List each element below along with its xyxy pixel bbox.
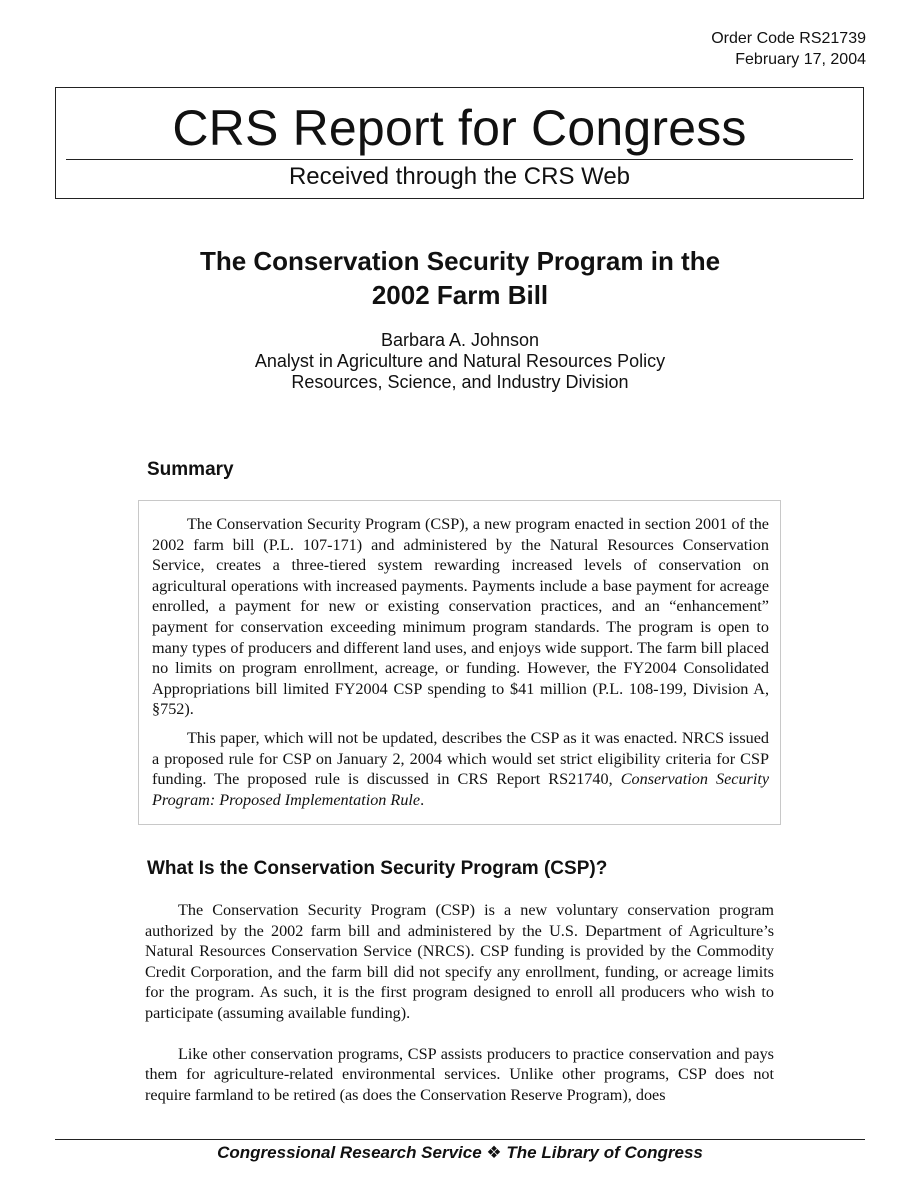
author-division: Resources, Science, and Industry Division xyxy=(291,372,629,392)
footer-divider xyxy=(55,1139,865,1140)
footer-separator-icon: ❖ xyxy=(486,1143,502,1162)
body-paragraph-1: The Conservation Security Program (CSP) is a new voluntary conservation program authorized by the 2002 farm bill and administered by the U.S. Department of Agriculture’s Natural Resources Conservation Service (NRCS). CSP funding is provided by the Commodity Credit Corporation, and the farm bill did not specify any enrollment, funding, or acreage limits for the program. As such, it is the first program designed to enroll all producers who wish to participate (assuming available funding). xyxy=(145,901,774,1022)
page-footer xyxy=(0,1143,920,1163)
report-date: February 17, 2004 xyxy=(735,51,866,68)
author-position: Analyst in Agriculture and Natural Resources Policy xyxy=(254,351,666,371)
summary-box xyxy=(138,500,781,825)
body-paragraph-2: Like other conservation programs, CSP assists producers to practice conservation and pays them for agriculture-related environmental services. Unlike other programs, CSP does not require farmland to be retired (as does the Conservation Reserve Program), does xyxy=(145,1044,774,1104)
summary-paragraph-2 xyxy=(152,728,769,810)
section-heading-what-is-csp: What Is the Conservation Security Program (CSP)? xyxy=(147,858,608,879)
summary-paragraph-1: The Conservation Security Program (CSP), a new program enacted in section 2001 of the 2002 farm bill (P.L. 107-171) and administered by the Natural Resources Conservation Service, creates a three-tiered system rewarding increased levels of conservation on agricultural operations with increased payments. Payments include a base payment for acreage enrolled, a payment for new or existing conservation practices, and an “enhancement” payment for conservation exceeding minimum program standards. The program is open to many types of producers and different land uses, and enjoys wide support. The farm bill placed no limits on program enrollment, acreage, or funding. However, the FY2004 Consolidated Appropriations bill limited FY2004 CSP spending to $41 million (P.L. 108-199, Division A, §752). xyxy=(152,515,769,719)
footer-library: The Library of Congress xyxy=(506,1143,703,1162)
banner-title: CRS Report for Congress xyxy=(172,100,747,156)
report-banner xyxy=(55,87,864,199)
cited-report-title: Conservation Security Program: Proposed Implementation Rule xyxy=(152,770,770,809)
summary-paragraph-2-text: This paper, which will not be updated, describes the CSP as it was enacted. NRCS issued a proposed rule for CSP on January 2, 2004 which would set strict eligibility criteria for CSP funding. The proposed rule is discussed in CRS Report RS21740, xyxy=(152,728,769,789)
banner-divider xyxy=(66,159,853,160)
footer-crs: Congressional Research Service xyxy=(217,1143,482,1162)
document-title xyxy=(0,244,920,312)
order-code-block xyxy=(711,28,866,70)
author-name: Barbara A. Johnson xyxy=(380,330,540,350)
summary-heading: Summary xyxy=(147,459,234,480)
section-body xyxy=(145,900,774,1125)
author-block xyxy=(0,330,920,393)
document-title-line-2: 2002 Farm Bill xyxy=(371,280,549,310)
order-code: Order Code RS21739 xyxy=(711,30,866,47)
summary-paragraph-2-end: . xyxy=(420,790,425,809)
document-title-line-1: The Conservation Security Program in the xyxy=(199,246,721,276)
banner-subtitle: Received through the CRS Web xyxy=(288,163,631,190)
